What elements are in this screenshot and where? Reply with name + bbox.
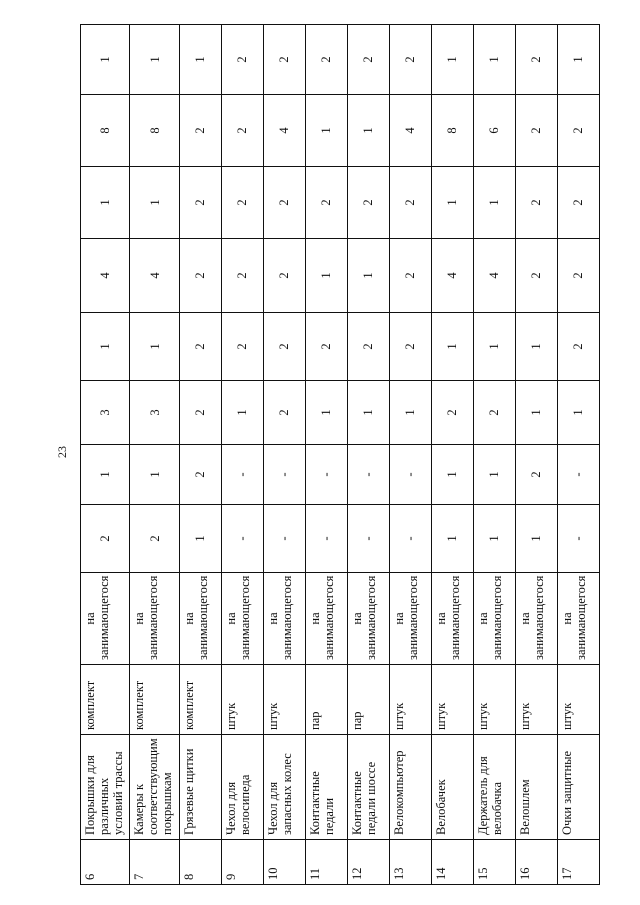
equipment-table	[80, 24, 600, 885]
quantity-cell: 4	[431, 239, 473, 313]
quantity-cell: 3	[130, 381, 179, 445]
unit-of-measure: штук	[515, 665, 557, 735]
quantity-cell: -	[221, 445, 263, 505]
quantity-cell: 1	[179, 505, 221, 573]
quantity-cell: 2	[305, 25, 347, 95]
quantity-cell: 1	[431, 313, 473, 381]
quantity-cell: 2	[179, 381, 221, 445]
quantity-cell: 6	[473, 95, 515, 167]
unit-of-measure: комплект	[130, 665, 179, 735]
quantity-cell: 2	[221, 239, 263, 313]
unit-of-measure: пар	[347, 665, 389, 735]
unit-of-measure: штук	[557, 665, 599, 735]
quantity-cell: 1	[179, 25, 221, 95]
calculation-unit: на занимающегося	[305, 573, 347, 665]
quantity-cell: 2	[347, 167, 389, 239]
item-name: Чехол для велосипеда	[221, 735, 263, 840]
quantity-cell: 2	[389, 239, 431, 313]
row-number: 10	[263, 840, 305, 885]
quantity-cell: 2	[515, 95, 557, 167]
calculation-unit: на занимающегося	[557, 573, 599, 665]
item-name: Очки защитные	[557, 735, 599, 840]
quantity-cell: 2	[389, 167, 431, 239]
quantity-cell: 2	[515, 167, 557, 239]
quantity-cell: -	[263, 445, 305, 505]
quantity-cell: 1	[515, 313, 557, 381]
quantity-cell: 1	[81, 167, 130, 239]
quantity-cell: 1	[305, 239, 347, 313]
quantity-cell: 2	[473, 381, 515, 445]
unit-of-measure: комплект	[81, 665, 130, 735]
quantity-cell: -	[557, 445, 599, 505]
calculation-unit: на занимающегося	[515, 573, 557, 665]
quantity-cell: 1	[473, 505, 515, 573]
quantity-cell: 2	[263, 167, 305, 239]
quantity-cell: 2	[263, 381, 305, 445]
quantity-cell: -	[221, 505, 263, 573]
quantity-cell: 1	[347, 239, 389, 313]
table-row	[347, 25, 389, 885]
quantity-cell: 1	[221, 381, 263, 445]
quantity-cell: 1	[431, 25, 473, 95]
quantity-cell: 2	[389, 25, 431, 95]
quantity-cell: 2	[557, 167, 599, 239]
unit-of-measure: штук	[389, 665, 431, 735]
quantity-cell: 2	[557, 313, 599, 381]
quantity-cell: 2	[389, 313, 431, 381]
quantity-cell: 8	[431, 95, 473, 167]
calculation-unit: на занимающегося	[431, 573, 473, 665]
quantity-cell: -	[305, 505, 347, 573]
quantity-cell: 1	[473, 445, 515, 505]
quantity-cell: 2	[515, 239, 557, 313]
item-name: Чехол для запасных колес	[263, 735, 305, 840]
quantity-cell: 4	[81, 239, 130, 313]
item-name: Грязевые щитки	[179, 735, 221, 840]
item-name: Покрышки для различных условий трассы	[81, 735, 130, 840]
quantity-cell: 1	[305, 95, 347, 167]
table-row	[305, 25, 347, 885]
quantity-cell: 3	[81, 381, 130, 445]
table-row	[81, 25, 130, 885]
table-row	[263, 25, 305, 885]
table-row	[389, 25, 431, 885]
quantity-cell: -	[389, 445, 431, 505]
quantity-cell: 1	[473, 313, 515, 381]
row-number: 7	[130, 840, 179, 885]
quantity-cell: 8	[130, 95, 179, 167]
item-name: Держатель для велобачка	[473, 735, 515, 840]
quantity-cell: 2	[179, 445, 221, 505]
row-number: 12	[347, 840, 389, 885]
unit-of-measure: штук	[263, 665, 305, 735]
quantity-cell: 2	[557, 239, 599, 313]
calculation-unit: на занимающегося	[221, 573, 263, 665]
table-row	[221, 25, 263, 885]
quantity-cell: 2	[179, 95, 221, 167]
quantity-cell: 1	[515, 505, 557, 573]
quantity-cell: 1	[431, 505, 473, 573]
item-name: Велокомпьютер	[389, 735, 431, 840]
quantity-cell: 1	[347, 95, 389, 167]
quantity-cell: 2	[515, 445, 557, 505]
quantity-cell: 2	[263, 239, 305, 313]
quantity-cell: 1	[130, 313, 179, 381]
quantity-cell: 1	[81, 25, 130, 95]
calculation-unit: на занимающегося	[347, 573, 389, 665]
quantity-cell: 1	[130, 445, 179, 505]
calculation-unit: на занимающегося	[473, 573, 515, 665]
quantity-cell: 1	[515, 381, 557, 445]
row-number: 15	[473, 840, 515, 885]
quantity-cell: 1	[130, 25, 179, 95]
quantity-cell: 2	[347, 313, 389, 381]
quantity-cell: 1	[347, 381, 389, 445]
quantity-cell: 2	[221, 25, 263, 95]
quantity-cell: 8	[81, 95, 130, 167]
quantity-cell: 1	[305, 381, 347, 445]
quantity-cell: 1	[431, 445, 473, 505]
quantity-cell: 4	[263, 95, 305, 167]
quantity-cell: 1	[473, 25, 515, 95]
row-number: 8	[179, 840, 221, 885]
quantity-cell: 2	[221, 167, 263, 239]
quantity-cell: 4	[389, 95, 431, 167]
quantity-cell: 2	[431, 381, 473, 445]
page-number: 23	[55, 446, 69, 458]
row-number: 11	[305, 840, 347, 885]
quantity-cell: 2	[305, 167, 347, 239]
table-row	[179, 25, 221, 885]
unit-of-measure: штук	[221, 665, 263, 735]
quantity-cell: -	[557, 505, 599, 573]
item-name: Велобачек	[431, 735, 473, 840]
quantity-cell: 2	[179, 239, 221, 313]
table-row	[431, 25, 473, 885]
quantity-cell: -	[347, 505, 389, 573]
row-number: 9	[221, 840, 263, 885]
item-name: Велошлем	[515, 735, 557, 840]
quantity-cell: 1	[81, 445, 130, 505]
quantity-cell: -	[263, 505, 305, 573]
unit-of-measure: комплект	[179, 665, 221, 735]
quantity-cell: 2	[81, 505, 130, 573]
quantity-cell: 2	[179, 167, 221, 239]
quantity-cell: 2	[305, 313, 347, 381]
row-number: 14	[431, 840, 473, 885]
row-number: 16	[515, 840, 557, 885]
quantity-cell: 1	[130, 167, 179, 239]
table-row	[515, 25, 557, 885]
quantity-cell: 2	[179, 313, 221, 381]
item-name: Контактные педали шоссе	[347, 735, 389, 840]
quantity-cell: -	[347, 445, 389, 505]
quantity-cell: 1	[431, 167, 473, 239]
quantity-cell: -	[389, 505, 431, 573]
table-row	[473, 25, 515, 885]
quantity-cell: -	[305, 445, 347, 505]
quantity-cell: 1	[389, 381, 431, 445]
quantity-cell: 2	[130, 505, 179, 573]
table-row	[130, 25, 179, 885]
row-number: 6	[81, 840, 130, 885]
unit-of-measure: штук	[431, 665, 473, 735]
calculation-unit: на занимающегося	[179, 573, 221, 665]
quantity-cell: 1	[557, 25, 599, 95]
calculation-unit: на занимающегося	[263, 573, 305, 665]
unit-of-measure: штук	[473, 665, 515, 735]
quantity-cell: 2	[263, 313, 305, 381]
quantity-cell: 2	[557, 95, 599, 167]
calculation-unit: на занимающегося	[81, 573, 130, 665]
item-name: Контактные педали	[305, 735, 347, 840]
table-row	[557, 25, 599, 885]
equipment-table-container	[80, 25, 600, 885]
quantity-cell: 2	[263, 25, 305, 95]
quantity-cell: 4	[130, 239, 179, 313]
quantity-cell: 1	[557, 381, 599, 445]
quantity-cell: 1	[473, 167, 515, 239]
quantity-cell: 2	[515, 25, 557, 95]
row-number: 17	[557, 840, 599, 885]
quantity-cell: 2	[221, 313, 263, 381]
calculation-unit: на занимающегося	[389, 573, 431, 665]
calculation-unit: на занимающегося	[130, 573, 179, 665]
quantity-cell: 1	[81, 313, 130, 381]
quantity-cell: 2	[221, 95, 263, 167]
quantity-cell: 2	[347, 25, 389, 95]
item-name: Камеры к соответствующим покрышкам	[130, 735, 179, 840]
row-number: 13	[389, 840, 431, 885]
quantity-cell: 4	[473, 239, 515, 313]
unit-of-measure: пар	[305, 665, 347, 735]
